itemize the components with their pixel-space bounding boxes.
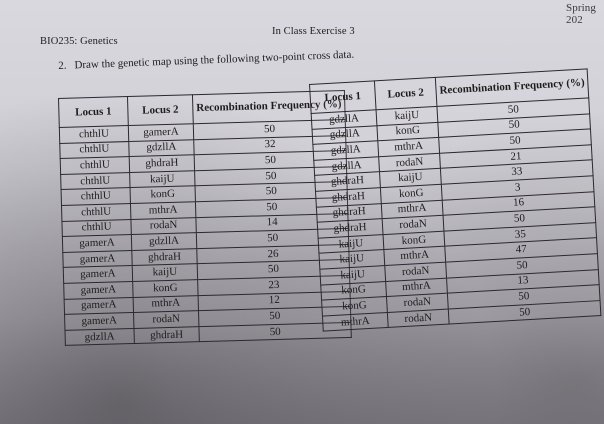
locus-2-cell: gdzllA [131,233,196,250]
table-body-right [311,98,601,332]
recombination-frequency-cell: 16 [442,191,595,215]
question-number: 2. [58,59,67,72]
locus-1-cell: chthlU [59,126,128,144]
locus-1-cell: ghdraH [316,203,382,222]
locus-2-cell: rodaN [382,215,444,234]
locus-2-cell: rodaN [386,293,448,312]
recombination-frequency-cell: 3 [441,176,594,200]
recombination-frequency-cell: 33 [440,160,593,184]
recombination-frequency-cell: 50 [439,129,592,153]
column-header-recombination-frequency: Recombination Frequency (%) [192,90,345,123]
recombination-frequency-cell: 26 [197,244,350,264]
locus-2-cell: rodaN [134,311,199,328]
locus-1-cell: chthlU [62,203,131,221]
locus-2-cell: kaijU [380,169,442,188]
locus-1-cell: mthrA [322,312,388,331]
locus-2-cell: mthrA [130,202,195,219]
locus-2-cell: rodaN [379,153,441,172]
locus-2-cell: mthrA [378,138,440,157]
locus-1-cell: kaijU [319,250,385,269]
locus-1-cell: gamerA [64,281,133,299]
locus-2-cell: kaijU [132,264,197,281]
locus-2-cell: mthrA [133,295,198,312]
locus-1-cell: ghdraH [315,172,381,191]
recombination-frequency-cell: 21 [440,145,593,169]
locus-2-cell: konG [380,184,442,203]
cross-data-table-right [309,68,602,332]
recombination-frequency-cell: 50 [197,260,350,280]
recombination-frequency-cell: 12 [198,291,351,311]
recombination-frequency-cell: 50 [446,254,599,278]
column-header-locus-1: Locus 1 [310,81,377,114]
exercise-title: In Class Exercise 3 [272,26,355,37]
column-header-locus-2: Locus 2 [374,77,437,109]
semester-label: Spring 202 [566,2,596,26]
table-body-left [59,119,351,345]
locus-2-cell: konG [383,231,445,250]
locus-2-cell: konG [377,122,439,141]
locus-1-cell: gamerA [65,313,134,331]
recombination-frequency-cell: 35 [444,222,597,246]
locus-1-cell: gamerA [64,297,133,315]
locus-1-cell: gdzllA [311,110,377,129]
locus-2-cell: rodaN [387,309,449,328]
cross-data-table-left [58,90,352,346]
locus-1-cell: gdzllA [313,141,379,160]
recombination-frequency-cell: 50 [448,300,601,324]
locus-2-cell: ghdraH [129,155,194,172]
recombination-frequency-cell: 23 [198,275,351,295]
locus-2-cell: kaijU [130,170,195,187]
recombination-frequency-cell: 32 [194,135,347,155]
question-text: Draw the genetic map using the following two-point cross data. [74,48,355,72]
locus-2-cell: gamerA [128,124,193,141]
locus-2-cell: mthrA [384,247,446,266]
locus-1-cell: kaijU [318,234,384,253]
locus-1-cell: chthlU [60,141,129,159]
locus-1-cell: gdzllA [314,157,380,176]
recombination-frequency-cell: 50 [443,207,596,231]
locus-1-cell: gamerA [63,250,132,268]
question-prompt [58,49,354,72]
recombination-frequency-cell: 50 [195,197,348,217]
recombination-frequency-cell: 50 [447,285,600,309]
locus-1-cell: chthlU [62,219,131,237]
locus-1-cell: konG [322,297,388,316]
course-title: BIO235: Genetics [40,36,118,47]
locus-1-cell: gdzllA [65,328,134,346]
locus-1-cell: ghdraH [315,188,381,207]
recombination-frequency-cell: 50 [198,307,351,327]
recombination-frequency-cell: 50 [195,166,348,186]
locus-2-cell: ghdraH [132,248,197,265]
recombination-frequency-cell: 50 [196,229,349,249]
recombination-frequency-cell: 14 [196,213,349,233]
recombination-frequency-cell: 47 [445,238,598,262]
column-header-locus-1: Locus 1 [59,97,129,128]
locus-2-cell: mthrA [386,278,448,297]
column-header-locus-2: Locus 2 [127,95,193,126]
locus-1-cell: chthlU [60,157,129,175]
locus-1-cell: chthlU [61,172,130,190]
locus-1-cell: konG [321,281,387,300]
recombination-frequency-cell: 50 [438,113,591,137]
recombination-frequency-cell: 50 [195,182,348,202]
locus-2-cell: rodaN [385,262,447,281]
recombination-frequency-cell: 50 [194,151,347,171]
locus-1-cell: gamerA [62,235,131,253]
recombination-frequency-cell: 50 [199,322,352,342]
locus-2-cell: ghdraH [134,326,199,343]
locus-1-cell: chthlU [61,188,130,206]
locus-1-cell: gdzllA [312,125,378,144]
locus-1-cell: kaijU [320,265,386,284]
locus-1-cell: gamerA [63,266,132,284]
recombination-frequency-cell: 50 [193,119,346,139]
locus-2-cell: mthrA [381,200,443,219]
locus-2-cell: gdzllA [129,139,194,156]
recombination-frequency-cell: 13 [447,269,600,293]
locus-2-cell: kaijU [376,106,438,125]
locus-1-cell: ghdraH [317,219,383,238]
locus-2-cell: konG [130,186,195,203]
column-header-recombination-frequency: Recombination Frequency (%) [435,69,589,106]
locus-2-cell: konG [133,280,198,297]
recombination-frequency-cell: 50 [437,98,590,122]
locus-2-cell: rodaN [131,217,196,234]
